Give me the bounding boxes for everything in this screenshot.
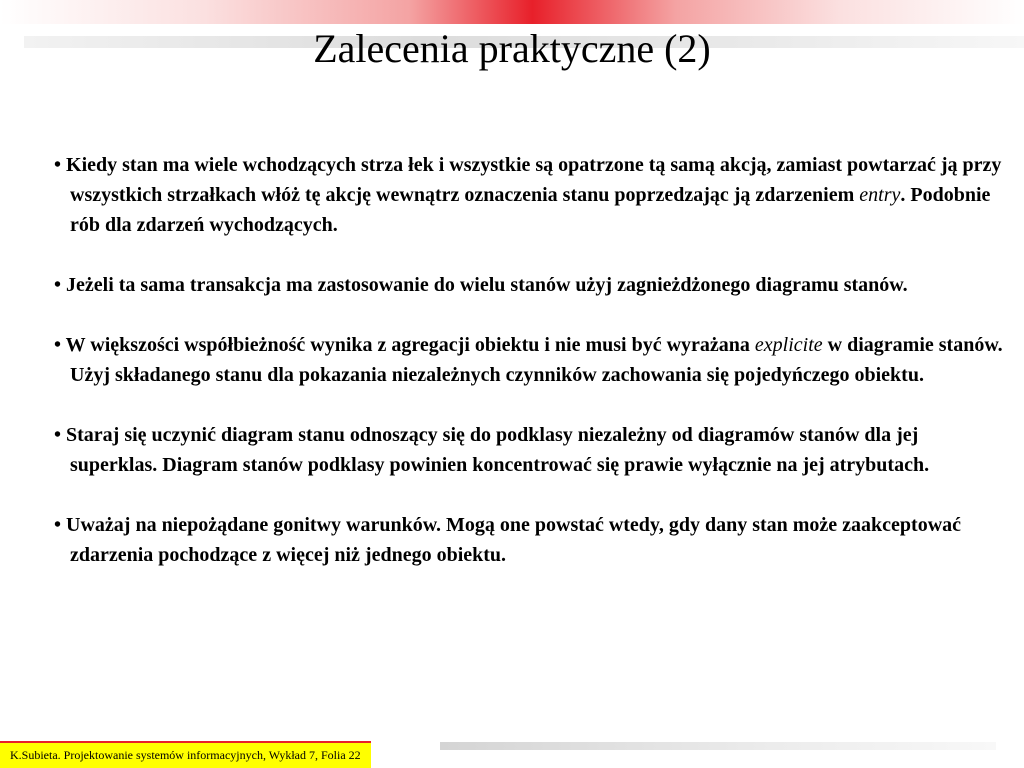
bullet-3-italic: explicite bbox=[754, 334, 823, 356]
bullet-5-text: Uważaj na niepożądane gonitwy warunków. Mogą one powstać wtedy, gdy dany stan może zaakceptować zdarzenia pochodzące z więcej niż jednego obiektu. bbox=[66, 514, 962, 566]
bullet-1-italic: entry bbox=[859, 184, 901, 206]
slide-content bbox=[54, 150, 1004, 600]
bullet-2-text: Jeżeli ta sama transakcja ma zastosowanie do wielu stanów użyj zagnieżdżonego diagramu stanów. bbox=[66, 274, 908, 296]
footer-label: K.Subieta. Projektowanie systemów informacyjnych, Wykład 7, Folia 22 bbox=[0, 741, 371, 768]
bullet-1-text-a: Kiedy stan ma wiele wchodzących strza łek i wszystkie są opatrzone tą samą akcją, zamiast powtarzać ją przy wszystkich strzałkach włóż tę akcję wewnątrz oznaczenia stanu poprzedzając ją zdarzeniem bbox=[66, 154, 1002, 206]
slide-title: Zalecenia praktyczne (2) bbox=[313, 26, 711, 71]
bottom-gradient-bar bbox=[440, 742, 996, 750]
bullet-1-text-b: . Podobnie rób dla zdarzeń wychodzących. bbox=[70, 184, 991, 236]
bullet-3-text-a: W większości współbieżność wynika z agregacji obiektu i nie musi być wyrażana bbox=[65, 334, 755, 356]
bullet-3: • W większości współbieżność wynika z agregacji obiektu i nie musi być wyrażana explicite w diagramie stanów. Użyj składanego stanu dla pokazania niezależnych czynników zachowania się pojedyńczego obiektu. bbox=[54, 334, 1003, 386]
bullet-4: • Staraj się uczynić diagram stanu odnoszący się do podklasy niezależny od diagramów stanów dla jej superklas. Diagram stanów podklasy powinien koncentrować się prawie wyłącznie na jej atrybutach. bbox=[54, 424, 930, 476]
top-gradient-bar bbox=[0, 0, 1024, 24]
bullet-3-text-b: w diagramie stanów. Użyj składanego stanu dla pokazania niezależnych czynników zachowania się pojedyńczego obiektu. bbox=[70, 334, 1003, 386]
bullet-2: • Jeżeli ta sama transakcja ma zastosowanie do wielu stanów użyj zagnieżdżonego diagramu stanów. bbox=[54, 274, 908, 296]
bullet-1: • Kiedy stan ma wiele wchodzących strza łek i wszystkie są opatrzone tą samą akcją, zamiast powtarzać ją przy wszystkich strzałkach włóż tę akcję wewnątrz oznaczenia stanu poprzedzając ją zdarzeniem entry. Podobnie rób dla zdarzeń wychodzących. bbox=[54, 154, 1002, 236]
bullet-4-text: Staraj się uczynić diagram stanu odnoszący się do podklasy niezależny od diagramów stanów dla jej superklas. Diagram stanów podklasy powinien koncentrować się prawie wyłącznie na jej atrybutach. bbox=[66, 424, 930, 476]
bullet-5: • Uważaj na niepożądane gonitwy warunków. Mogą one powstać wtedy, gdy dany stan może zaakceptować zdarzenia pochodzące z więcej niż jednego obiektu. bbox=[54, 514, 962, 566]
